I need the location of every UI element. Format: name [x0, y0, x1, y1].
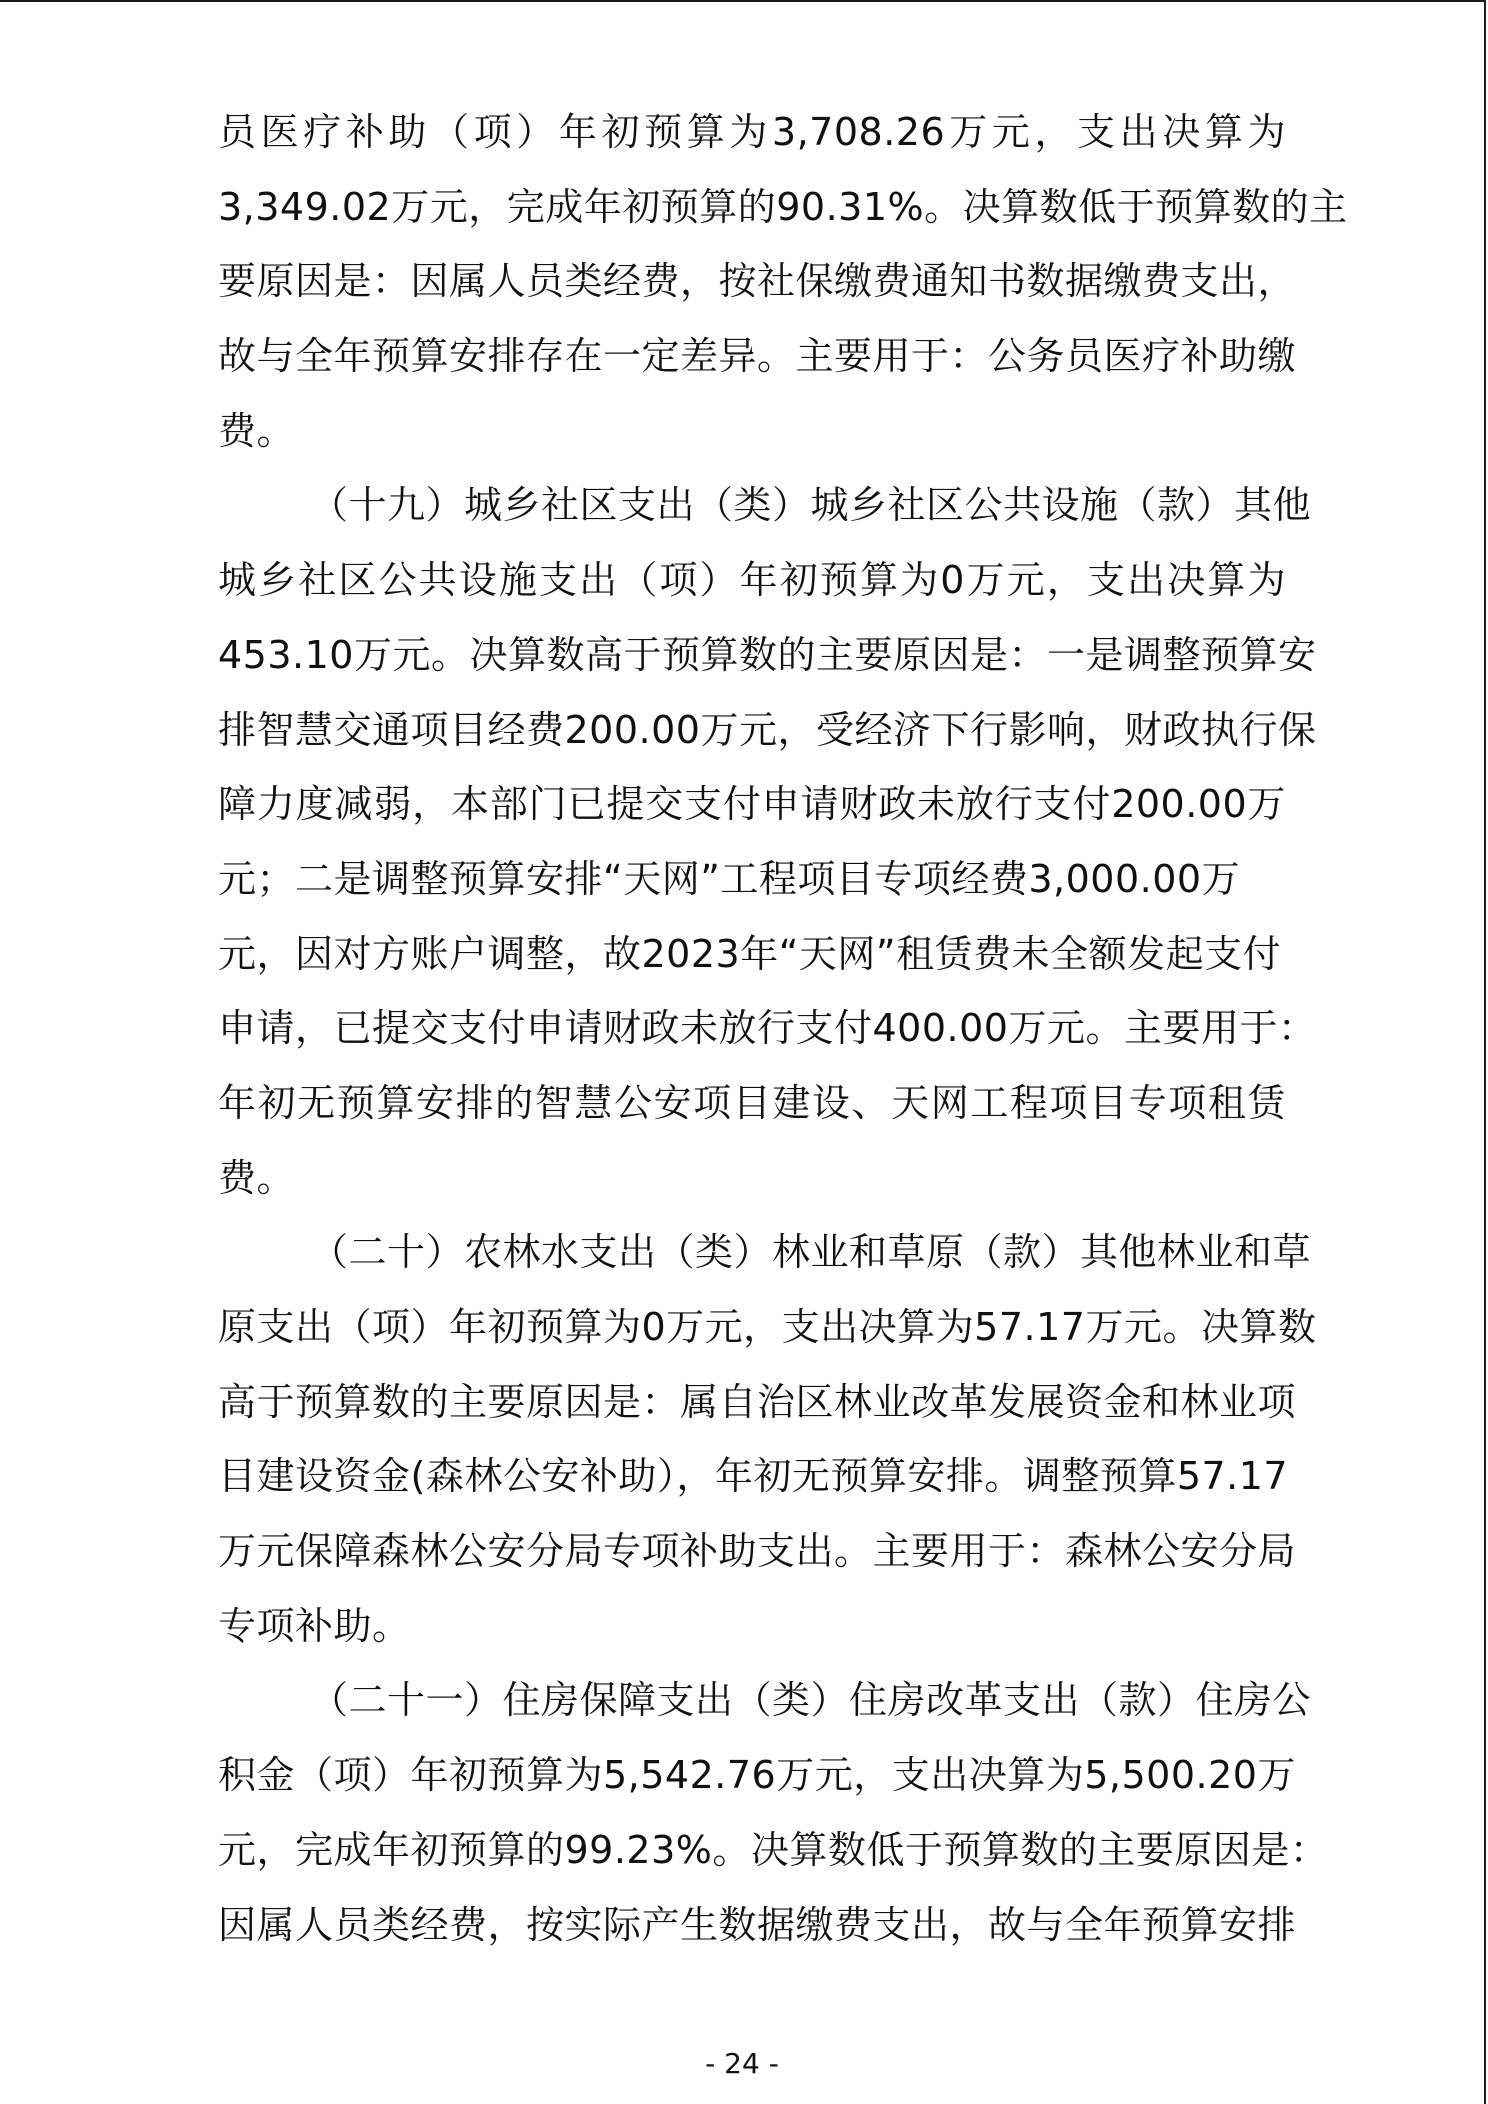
text-line: 故与全年预算安排存在一定差异。主要用于：公务员医疗补助缴	[218, 334, 1297, 379]
text-line: 障力度减弱，本部门已提交支付申请财政未放行支付200.00万	[218, 782, 1286, 827]
section-heading-line: （二十）农林水支出（类）林业和草原（款）其他林业和草	[310, 1230, 1312, 1275]
text-line: 高于预算数的主要原因是：属自治区林业改革发展资金和林业项	[218, 1379, 1297, 1424]
text-line: 城乡社区公共设施支出（项）年初预算为0万元，支出决算为	[218, 558, 1286, 603]
text-line: 原支出（项）年初预算为0万元，支出决算为57.17万元。决算数	[218, 1305, 1317, 1349]
text-line: 要原因是：因属人员类经费，按社保缴费通知书数据缴费支出，	[218, 259, 1297, 304]
section-heading-line: （二十一）住房保障支出（类）住房改革支出（款）住房公	[310, 1678, 1312, 1723]
text-line: 因属人员类经费，按实际产生数据缴费支出，故与全年预算安排	[218, 1902, 1297, 1947]
text-line: 积金（项）年初预算为5,542.76万元，支出决算为5,500.20万	[218, 1753, 1296, 1798]
page-number: - 24 -	[705, 2047, 779, 2080]
text-line: 元；二是调整预算安排“天网”工程项目专项经费3,000.00万	[218, 856, 1241, 901]
text-line: 年初无预算安排的智慧公安项目建设、天网工程项目专项租赁	[218, 1080, 1286, 1125]
section-heading-line: （十九）城乡社区支出（类）城乡社区公共设施（款）其他	[310, 483, 1312, 528]
text-line: 专项补助。	[218, 1603, 411, 1648]
text-line: 目建设资金(森林公安补助），年初无预算安排。调整预算57.17	[218, 1454, 1289, 1499]
document-body	[218, 95, 1348, 1962]
text-line: 元，完成年初预算的99.23%。决算数低于预算数的主要原因是：	[218, 1827, 1329, 1872]
text-line: 费。	[218, 408, 296, 453]
text-line: 排智慧交通项目经费200.00万元，受经济下行影响，财政执行保	[218, 707, 1317, 752]
text-line: 费。	[218, 1155, 296, 1200]
text-line: 元，因对方账户调整，故2023年“天网”租赁费未全额发起支付	[218, 931, 1282, 976]
text-line: 万元保障森林公安分局专项补助支出。主要用于：森林公安分局	[218, 1529, 1297, 1574]
text-line: 453.10万元。决算数高于预算数的主要原因是：一是调整预算安	[218, 632, 1317, 677]
text-line: 员医疗补助（项）年初预算为3,708.26万元，支出决算为	[218, 110, 1286, 154]
text-line: 3,349.02万元，完成年初预算的90.31%。决算数低于预算数的主	[218, 184, 1348, 229]
text-line: 申请，已提交支付申请财政未放行支付400.00万元。主要用于：	[218, 1006, 1317, 1051]
